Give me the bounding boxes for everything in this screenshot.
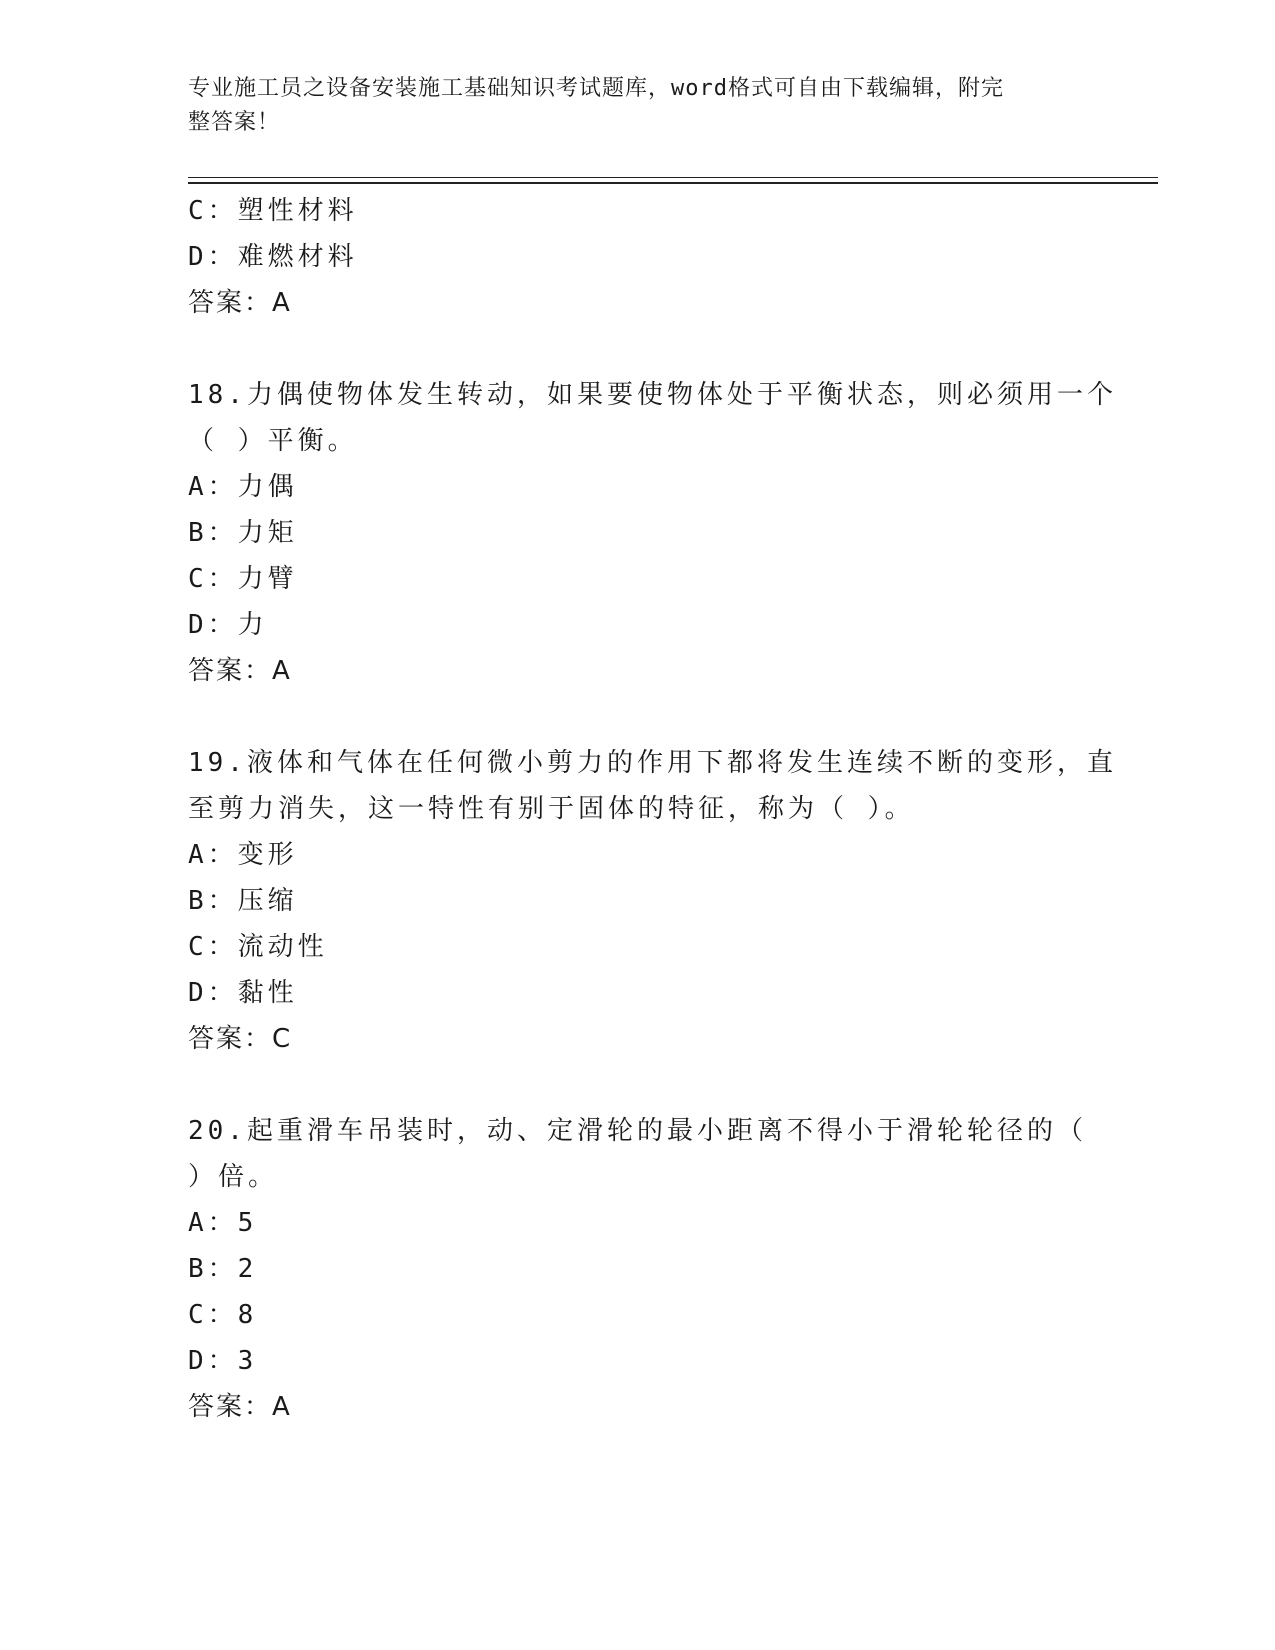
question-18 bbox=[188, 372, 1117, 694]
option-text: 力 bbox=[237, 610, 268, 640]
option-d bbox=[188, 602, 1088, 648]
option-text: 变形 bbox=[237, 840, 298, 870]
option-letter: A： bbox=[188, 840, 238, 870]
option-text: 力臂 bbox=[237, 564, 298, 594]
option-c bbox=[188, 924, 1088, 970]
question-text-line-1 bbox=[188, 372, 1117, 418]
header-divider-thick bbox=[188, 182, 1158, 184]
option-c bbox=[188, 188, 1088, 234]
option-letter: D： bbox=[188, 610, 238, 640]
question-number: 20. bbox=[188, 1116, 247, 1146]
answer-line: 答案：A bbox=[188, 1392, 292, 1422]
question-text-line-2: ）倍。 bbox=[188, 1162, 279, 1192]
question-number: 19. bbox=[188, 748, 247, 778]
option-letter: B： bbox=[188, 886, 238, 916]
option-letter: B： bbox=[188, 1254, 238, 1284]
answer-line: 答案：A bbox=[188, 656, 292, 686]
option-letter: D： bbox=[188, 978, 238, 1008]
option-text: 压缩 bbox=[237, 886, 298, 916]
option-text: 2 bbox=[237, 1254, 258, 1284]
header-title-line-1: 专业施工员之设备安装施工基础知识考试题库，word格式可自由下载编辑，附完 bbox=[188, 76, 1004, 101]
option-text: 难燃材料 bbox=[237, 242, 358, 272]
question-20 bbox=[188, 1108, 1088, 1430]
spacer bbox=[188, 694, 1088, 740]
option-a bbox=[188, 464, 1088, 510]
option-letter: C： bbox=[188, 1300, 238, 1330]
option-text: 5 bbox=[237, 1208, 258, 1238]
option-b bbox=[188, 878, 1088, 924]
spacer bbox=[188, 326, 1088, 372]
partial-question bbox=[188, 188, 1088, 326]
spacer bbox=[188, 1062, 1088, 1108]
option-text: 力矩 bbox=[237, 518, 298, 548]
option-b bbox=[188, 510, 1088, 556]
option-letter: D： bbox=[188, 242, 238, 272]
question-list bbox=[188, 188, 1117, 1430]
option-c bbox=[188, 1292, 1088, 1338]
option-a bbox=[188, 1200, 1088, 1246]
option-text: 8 bbox=[237, 1300, 258, 1330]
option-letter: C： bbox=[188, 932, 238, 962]
answer-line: 答案：C bbox=[188, 1024, 293, 1054]
question-text-line-1 bbox=[188, 740, 1117, 786]
option-c bbox=[188, 556, 1088, 602]
option-text: 3 bbox=[237, 1346, 258, 1376]
question-19 bbox=[188, 740, 1117, 1062]
header-title-line-2: 整答案！ bbox=[188, 110, 281, 135]
option-letter: A： bbox=[188, 1208, 238, 1238]
option-d bbox=[188, 1338, 1088, 1384]
option-letter: B： bbox=[188, 518, 238, 548]
option-d bbox=[188, 970, 1088, 1016]
option-letter: C： bbox=[188, 564, 238, 594]
question-text-line-2: 至剪力消失，这一特性有别于固体的特征，称为（ ）。 bbox=[188, 794, 915, 824]
answer-line: 答案：A bbox=[188, 288, 292, 318]
question-text-line-2: （ ）平衡。 bbox=[188, 426, 358, 456]
document-header bbox=[188, 72, 1068, 140]
question-number: 18. bbox=[188, 380, 247, 410]
question-text-line-1 bbox=[188, 1108, 1088, 1154]
option-text: 塑性材料 bbox=[237, 196, 358, 226]
option-text: 力偶 bbox=[237, 472, 298, 502]
option-text: 黏性 bbox=[237, 978, 298, 1008]
question-text: 力偶使物体发生转动，如果要使物体处于平衡状态，则必须用一个 bbox=[246, 380, 1117, 410]
option-b bbox=[188, 1246, 1088, 1292]
question-text: 液体和气体在任何微小剪力的作用下都将发生连续不断的变形，直 bbox=[246, 748, 1117, 778]
header-divider-thin bbox=[188, 177, 1158, 178]
option-letter: D： bbox=[188, 1346, 238, 1376]
option-d bbox=[188, 234, 1088, 280]
option-letter: A： bbox=[188, 472, 238, 502]
option-a bbox=[188, 832, 1088, 878]
option-letter: C： bbox=[188, 196, 238, 226]
question-text: 起重滑车吊装时，动、定滑轮的最小距离不得小于滑轮轮径的（ bbox=[246, 1116, 1087, 1146]
option-text: 流动性 bbox=[237, 932, 328, 962]
